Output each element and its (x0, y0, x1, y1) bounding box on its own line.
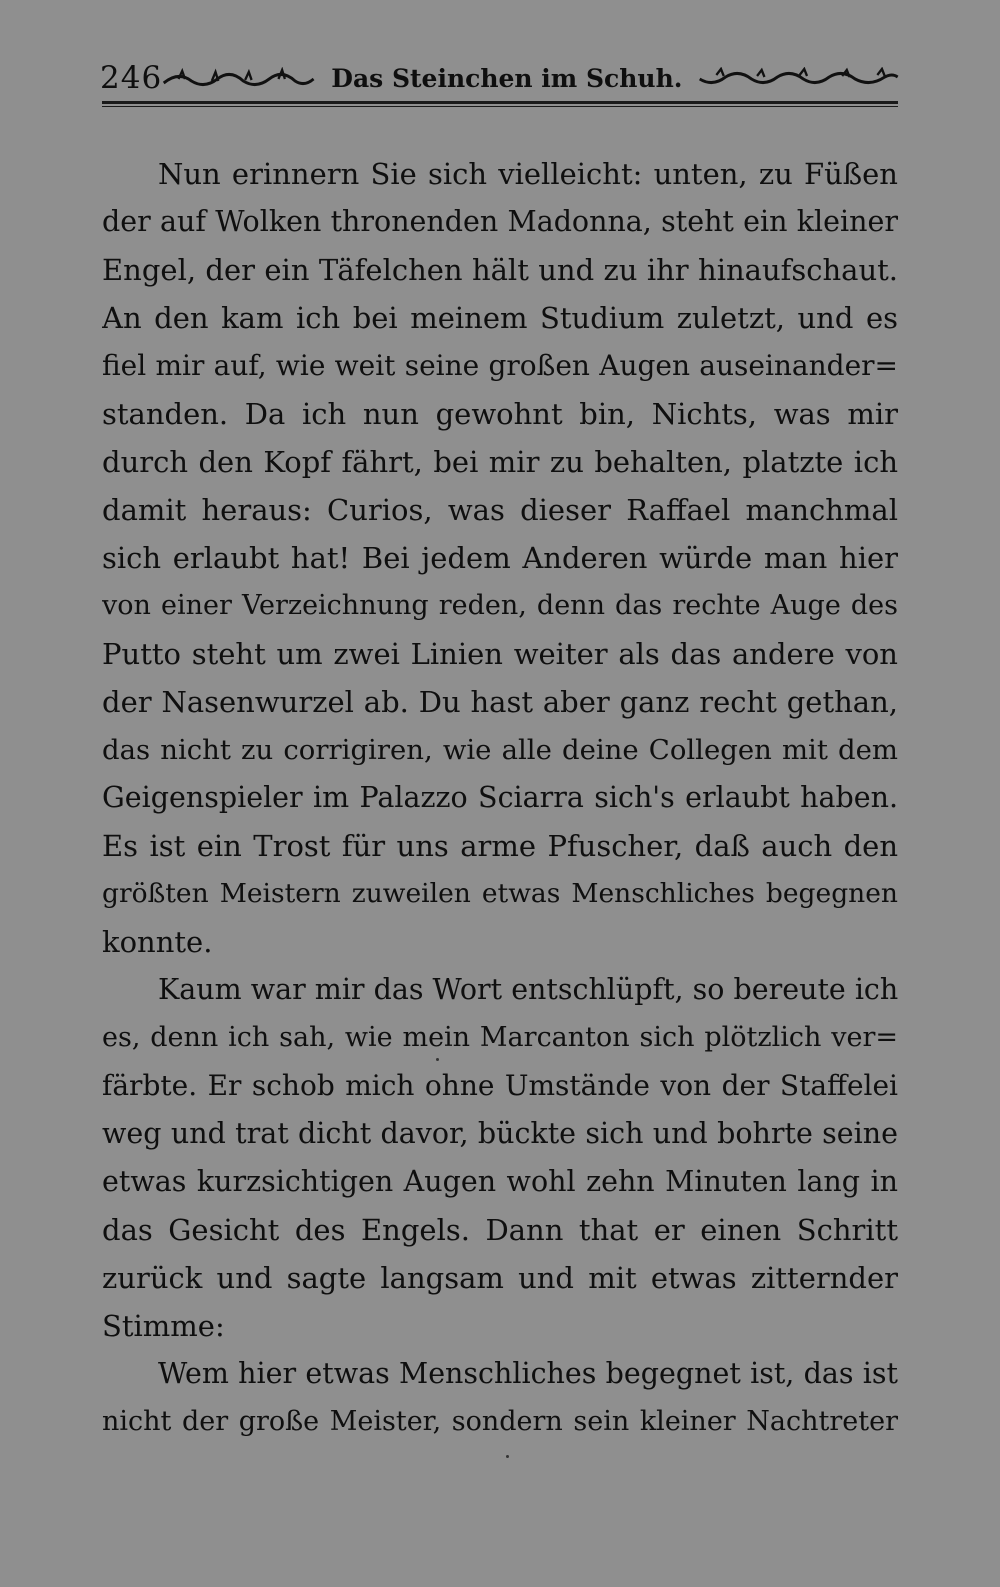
running-title: Das Steinchen im Schuh. (331, 63, 683, 93)
paragraph (102, 966, 898, 1350)
text-line: größten Meistern zuweilen etwas Menschliches begegnen (102, 878, 898, 909)
body-text (102, 150, 898, 1446)
print-speck (436, 1058, 439, 1061)
text-line: Es ist ein Trost für uns arme Pfuscher, daß auch den (102, 829, 898, 863)
text-line: färbte. Er schob mich ohne Umstände von der Staffelei (102, 1069, 898, 1102)
paragraph (102, 150, 898, 966)
text-line: sich erlaubt hat! Bei jedem Anderen würde man hier (102, 541, 898, 575)
text-line: das nicht zu corrigiren, wie alle deine Collegen mit dem (102, 734, 898, 766)
page-number: 246 (100, 60, 163, 96)
text-line: Geigenspieler im Palazzo Sciarra sich's erlaubt haben. (102, 781, 898, 814)
header-rule-thin (102, 106, 898, 107)
text-line: das Gesicht des Engels. Dann that er einen Schritt (102, 1213, 898, 1247)
text-line: An den kam ich bei meinem Studium zuletzt, und es (102, 301, 898, 335)
text-line: Wem hier etwas Menschliches begegnet ist, das ist (158, 1357, 898, 1390)
text-line: etwas kurzsichtigen Augen wohl zehn Minuten lang in (102, 1165, 898, 1198)
text-line: damit heraus: Curios, was dieser Raffael manchmal (102, 493, 898, 527)
header-rule-thick (102, 101, 898, 104)
text-line: Kaum war mir das Wort entschlüpft, so bereute ich (158, 973, 898, 1006)
print-speck (506, 1455, 509, 1458)
text-line: nicht der große Meister, sondern sein kleiner Nachtreter (102, 1406, 898, 1437)
vine-ornament-left-icon (160, 67, 317, 89)
text-line: fiel mir auf, wie weit seine großen Augen auseinander= (102, 349, 898, 382)
text-line: Stimme: (102, 1309, 225, 1343)
text-line: konnte. (102, 925, 213, 959)
text-line: von einer Verzeichnung reden, denn das rechte Auge des (102, 590, 898, 621)
text-line: durch den Kopf fährt, bei mir zu behalten, platzte ich (102, 445, 898, 479)
text-line: weg und trat dicht davor, bückte sich und bohrte seine (102, 1117, 898, 1150)
text-line: es, denn ich sah, wie mein Marcanton sich plötzlich ver= (102, 1022, 898, 1053)
page-header (100, 58, 900, 98)
text-line: Nun erinnern Sie sich vielleicht: unten, zu Füßen (158, 157, 898, 191)
text-line: der Nasenwurzel ab. Du hast aber ganz recht gethan, (102, 685, 898, 719)
text-line: Putto steht um zwei Linien weiter als das andere von (102, 637, 898, 671)
text-line: standen. Da ich nun gewohnt bin, Nichts, was mir (102, 397, 898, 431)
vine-ornament-right-icon (696, 67, 900, 89)
text-line: der auf Wolken thronenden Madonna, steht ein kleiner (102, 205, 898, 238)
paragraph (102, 1350, 898, 1446)
text-line: Engel, der ein Täfelchen hält und zu ihr hinaufschaut. (102, 253, 898, 287)
text-line: zurück und sagte langsam und mit etwas zitternder (102, 1261, 898, 1295)
